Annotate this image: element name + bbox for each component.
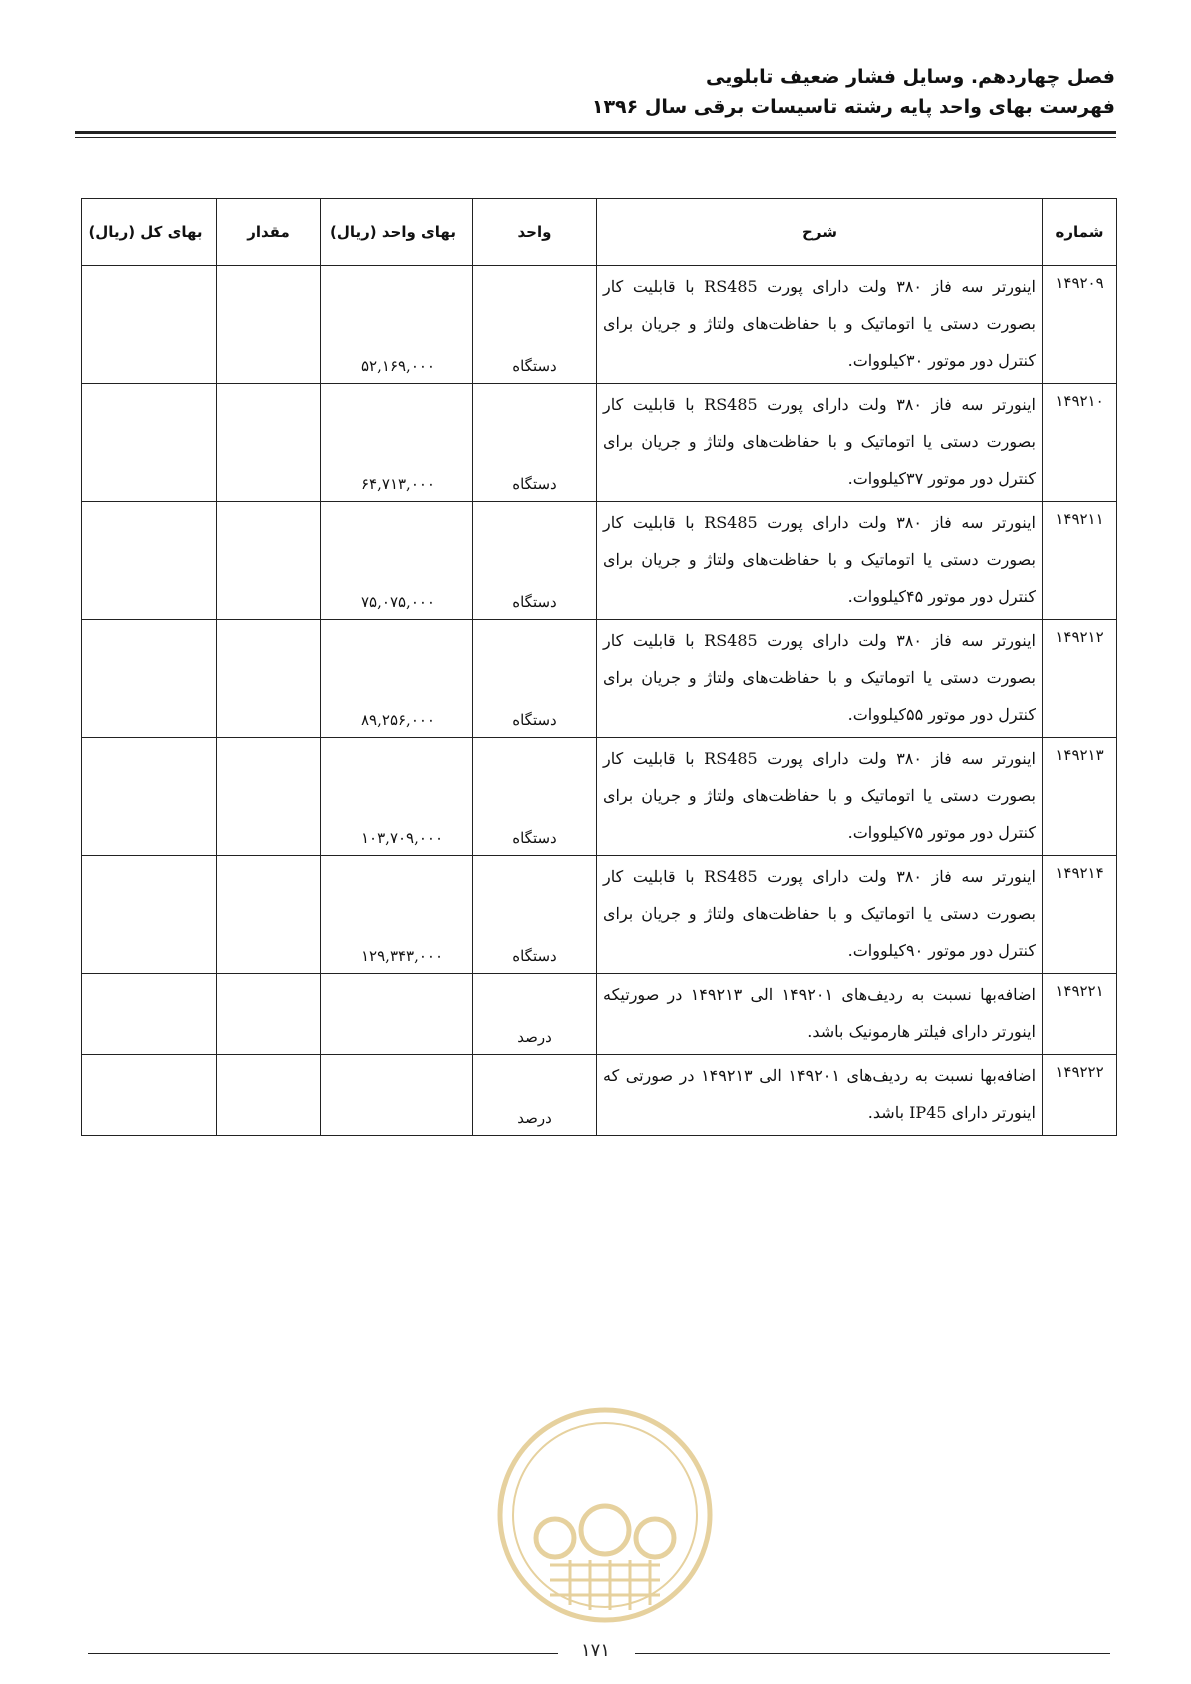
cell-unit: دستگاه — [473, 738, 597, 856]
cell-number: ۱۴۹۲۱۳ — [1043, 738, 1117, 856]
header-quantity: مقدار — [217, 199, 321, 266]
cell-quantity — [217, 502, 321, 620]
cell-unit-price: ۱۲۹,۳۴۳,۰۰۰ — [321, 856, 473, 974]
cell-unit: دستگاه — [473, 502, 597, 620]
cell-total-price — [82, 266, 217, 384]
cell-unit-price — [321, 974, 473, 1055]
cell-total-price — [82, 502, 217, 620]
cell-unit: دستگاه — [473, 384, 597, 502]
grid-pattern — [550, 1560, 660, 1610]
cell-number: ۱۴۹۲۱۴ — [1043, 856, 1117, 974]
cell-number: ۱۴۹۲۲۲ — [1043, 1055, 1117, 1136]
table-row — [82, 974, 1117, 1055]
cell-description: اضافه‌بها نسبت به ردیف‌های ۱۴۹۲۰۱ الی ۱۴۹۲۱۳ در صورتی که اینورتر دارای IP45 باشد. — [597, 1055, 1043, 1136]
price-table — [81, 198, 1117, 1136]
cell-total-price — [82, 1055, 217, 1136]
cell-total-price — [82, 620, 217, 738]
seal-graphic — [490, 1400, 720, 1630]
seal-outer-ring — [500, 1410, 710, 1620]
cell-quantity — [217, 856, 321, 974]
cell-unit-price: ۶۴,۷۱۳,۰۰۰ — [321, 384, 473, 502]
gear-center-icon — [581, 1506, 629, 1554]
gear-left-icon — [536, 1519, 574, 1557]
cell-unit-price: ۸۹,۲۵۶,۰۰۰ — [321, 620, 473, 738]
table-row — [82, 384, 1117, 502]
footer-rule-right — [635, 1653, 1110, 1654]
cell-description: اینورتر سه فاز ۳۸۰ ولت دارای پورت RS485 با قابلیت کار بصورت دستی یا اتوماتیک و با حفاظت‌های ولتاژ و جریان برای کنترل دور موتور ۴۵کیلووات. — [597, 502, 1043, 620]
gear-right-icon — [636, 1519, 674, 1557]
cell-number: ۱۴۹۲۱۲ — [1043, 620, 1117, 738]
cell-quantity — [217, 266, 321, 384]
cell-unit: درصد — [473, 1055, 597, 1136]
header-rule-thick — [75, 131, 1116, 134]
cell-total-price — [82, 738, 217, 856]
table-row — [82, 502, 1117, 620]
cell-total-price — [82, 856, 217, 974]
cell-unit-price: ۵۲,۱۶۹,۰۰۰ — [321, 266, 473, 384]
cell-description: اضافه‌بها نسبت به ردیف‌های ۱۴۹۲۰۱ الی ۱۴۹۲۱۳ در صورتیکه اینورتر دارای فیلتر هارمونیک باشد. — [597, 974, 1043, 1055]
footer-rule-left — [88, 1653, 558, 1654]
table-row — [82, 738, 1117, 856]
cell-description: اینورتر سه فاز ۳۸۰ ولت دارای پورت RS485 با قابلیت کار بصورت دستی یا اتوماتیک و با حفاظت‌های ولتاژ و جریان برای کنترل دور موتور ۵۵کیلووات. — [597, 620, 1043, 738]
cell-unit: دستگاه — [473, 620, 597, 738]
cell-unit-price — [321, 1055, 473, 1136]
cell-description: اینورتر سه فاز ۳۸۰ ولت دارای پورت RS485 با قابلیت کار بصورت دستی یا اتوماتیک و با حفاظت‌های ولتاژ و جریان برای کنترل دور موتور ۹۰کیلووات. — [597, 856, 1043, 974]
table-row — [82, 856, 1117, 974]
table-row — [82, 620, 1117, 738]
chapter-title: فصل چهاردهم. وسایل فشار ضعیف تابلویی — [705, 66, 1115, 88]
cell-description: اینورتر سه فاز ۳۸۰ ولت دارای پورت RS485 با قابلیت کار بصورت دستی یا اتوماتیک و با حفاظت‌های ولتاژ و جریان برای کنترل دور موتور ۷۵کیلووات. — [597, 738, 1043, 856]
header-unit: واحد — [473, 199, 597, 266]
watermark-seal — [490, 1400, 720, 1630]
cell-unit-price: ۱۰۳,۷۰۹,۰۰۰ — [321, 738, 473, 856]
cell-unit: درصد — [473, 974, 597, 1055]
header-total-price: بهای کل (ریال) — [82, 199, 217, 266]
cell-number: ۱۴۹۲۱۰ — [1043, 384, 1117, 502]
cell-unit-price: ۷۵,۰۷۵,۰۰۰ — [321, 502, 473, 620]
header-description: شرح — [597, 199, 1043, 266]
cell-quantity — [217, 738, 321, 856]
header-number: شماره — [1043, 199, 1117, 266]
cell-unit: دستگاه — [473, 856, 597, 974]
cell-number: ۱۴۹۲۲۱ — [1043, 974, 1117, 1055]
table-header-row — [82, 199, 1117, 266]
cell-total-price — [82, 974, 217, 1055]
header-unit-price: بهای واحد (ریال) — [321, 199, 473, 266]
cell-number: ۱۴۹۲۱۱ — [1043, 502, 1117, 620]
cell-description: اینورتر سه فاز ۳۸۰ ولت دارای پورت RS485 با قابلیت کار بصورت دستی یا اتوماتیک و با حفاظت‌های ولتاژ و جریان برای کنترل دور موتور ۳۰کیلووات. — [597, 266, 1043, 384]
cell-number: ۱۴۹۲۰۹ — [1043, 266, 1117, 384]
cell-quantity — [217, 974, 321, 1055]
table-row — [82, 266, 1117, 384]
page-header — [75, 62, 1115, 122]
table-row — [82, 1055, 1117, 1136]
page-number: ۱۷۱ — [580, 1640, 610, 1661]
cell-total-price — [82, 384, 217, 502]
cell-unit: دستگاه — [473, 266, 597, 384]
cell-quantity — [217, 1055, 321, 1136]
cell-quantity — [217, 620, 321, 738]
cell-description: اینورتر سه فاز ۳۸۰ ولت دارای پورت RS485 با قابلیت کار بصورت دستی یا اتوماتیک و با حفاظت‌های ولتاژ و جریان برای کنترل دور موتور ۳۷کیلووات. — [597, 384, 1043, 502]
cell-quantity — [217, 384, 321, 502]
book-title: فهرست بهای واحد پایه رشته تاسیسات برقی سال ۱۳۹۶ — [591, 96, 1115, 118]
header-rule-thin — [75, 137, 1116, 138]
